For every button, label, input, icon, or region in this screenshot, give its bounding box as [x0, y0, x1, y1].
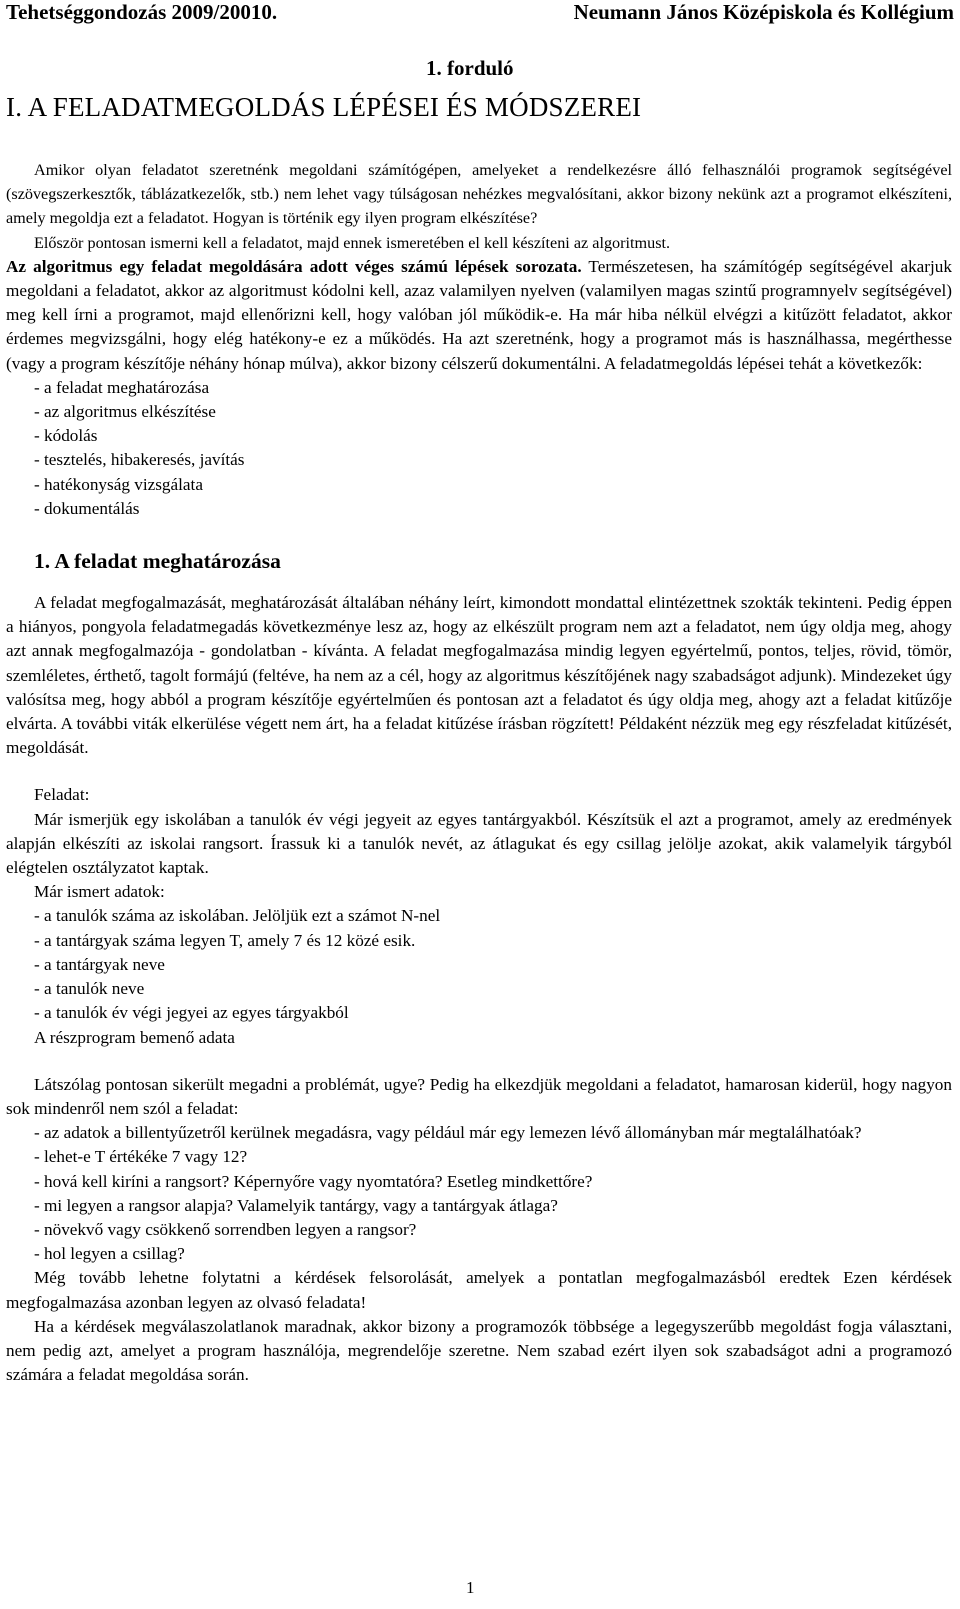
list-item: - a tanulók száma az iskolában. Jelöljük ezt a számot N-nel: [34, 906, 441, 926]
question-item: - az adatok a billentyűzetről kerülnek megadásra, vagy például már egy lemezen lévő állományban már megtalálhatóak?: [34, 1123, 862, 1143]
steps-list: [6, 376, 952, 521]
question-item: - hol legyen a csillag?: [34, 1244, 185, 1264]
document-body: [6, 158, 952, 1387]
spacer: [6, 1050, 952, 1073]
page-number: 1: [466, 1578, 475, 1597]
algorithm-paragraph: [6, 255, 952, 376]
question-item: - növekvő vagy csökkenő sorrendben legyen a rangsor?: [34, 1219, 417, 1239]
list-item: - a tanulók év végi jegyei az egyes tárgyakból: [34, 1003, 349, 1023]
algorithm-definition: Az algoritmus egy feladat megoldására adott véges számú lépések sorozata.: [6, 256, 582, 276]
question-item: - mi legyen a rangsor alapja? Valamelyik tantárgy, vagy a tantárgyak átlaga?: [34, 1195, 558, 1215]
intro-paragraph: Amikor olyan feladatot szeretnénk megoldani számítógépen, amelyeket a rendelkezésre álló felhasználói programok segítségével (szövegszerkesztők, táblázatkezelők, stb.) nem lehet vagy túlságosan nehézkes megvalósítani, akkor bizony nekünk azt a programot elkészíteni, amely megoldja ezt a feladatot. Hogyan is történik egy ilyen program elkészítése?: [6, 161, 952, 228]
list-item: - a tantárgyak száma legyen T, amely 7 és 12 közé esik.: [34, 930, 416, 950]
list-item: - a feladat meghatározása: [34, 377, 210, 397]
round-label: 1. forduló: [426, 56, 514, 80]
list-item: - az algoritmus elkészítése: [34, 402, 216, 422]
task-description: Már ismerjük egy iskolában a tanulók év végi jegyeit az egyes tantárgyakból. Készítsük el azt a programot, amely az eredmények alapján elkészíti az iskolai rangsort. Írassuk ki a tanulók nevét, az átlagukat és egy csillag jelölje azokat, akik valamelyik tárgyból elégtelen osztályzatot kaptak.: [6, 809, 952, 878]
list-item: - tesztelés, hibakeresés, javítás: [34, 450, 245, 470]
intro-paragraph-2: Először pontosan ismerni kell a feladatot, majd ennek ismeretében el kell készíteni az algoritmust.: [34, 233, 671, 252]
list-item: - kódolás: [34, 426, 98, 446]
known-data-label: Már ismert adatok:: [34, 882, 165, 902]
input-note: A részprogram bemenő adata: [34, 1027, 235, 1047]
discussion-paragraph-2: Még tovább lehetne folytatni a kérdések felsorolását, amelyek a pontatlan megfogalmazásból eredtek Ezen kérdések megfogalmazása azonban legyen az olvasó feladata!: [6, 1268, 952, 1312]
list-item: - dokumentálás: [34, 498, 140, 518]
algorithm-paragraph-rest: Természetesen, ha számítógép segítségével akarjuk megoldani a feladatot, akkor az algoritmust kódolni kell, azaz valamilyen nyelven (valamilyen magas szintű programnyelv segítségével) meg kell írni a programot, majd ellenőrizni kell, hogy valóban jól működik-e. Ha már hiba nélkül elvégzi a kitűzött feladatot, akkor érdemes megvizsgálni, hogy elég hatékony-e ez a működés. Ha azt szeretnénk, hogy a programot más is használhassa, megérthesse (vagy a program készítője néhány hónap múlva), akkor bizony célszerű dokumentálni. A feladatmegoldás lépései tehát a következők:: [6, 256, 952, 373]
spacer: [6, 575, 952, 591]
spacer: [6, 760, 952, 783]
spacer: [6, 521, 952, 547]
header-right: Neumann János Középiskola és Kollégium: [573, 0, 954, 24]
known-data-list: [6, 904, 952, 1025]
discussion-paragraph-3: Ha a kérdések megválaszolatlanok maradnak, akkor bizony a programozók többsége a legegyszerűbb megoldást fogja választani, nem pedig azt, amelyet a program használója, megrendelője szeretne. Nem szabad ezért ilyen sok szabadságot adni a programozó számára a feladat megoldása során.: [6, 1316, 952, 1385]
definition-paragraph: A feladat megfogalmazását, meghatározását általában néhány leírt, kimondott mondattal elintézettnek szokták tekinteni. Pedig éppen a hiányos, pongyola feladatmegadás következménye lesz az, hogy az elkészült program nem azt a feladatot, nem úgy oldja meg, ahogy azt annak megfogalmazója - gondolatban - kívánta. A feladat megfogalmazása mindig legyen egyértelmű, pontos, teljes, rövid, tömör, szemléletes, érthető, tagolt formájú (feltéve, ha nem az a cél, hogy az algoritmus készítőjének nagy szabadságot adjunk). Mindezeket úgy valósítsa meg, hogy abból a program készítője egyértelműen és pontosan azt a feladatot és úgy oldja meg, ahogy azt a feladat kitűzője elvárta. A további viták elkerülése végett nem árt, ha a feladat kitűzése írásban rögzített! Példaként nézzük meg egy részfeladat kitűzését, megoldását.: [6, 593, 952, 758]
page-title: I. A FELADATMEGOLDÁS LÉPÉSEI ÉS MÓDSZEREI: [6, 92, 642, 122]
discussion-paragraph: Látszólag pontosan sikerült megadni a problémát, ugye? Pedig ha elkezdjük megoldani a feladatot, hamarosan kiderül, hogy nagyon sok mindenről nem szól a feladat:: [6, 1074, 952, 1118]
list-item: - hatékonyság vizsgálata: [34, 474, 203, 494]
section-heading: 1. A feladat meghatározása: [34, 549, 281, 574]
list-item: - a tantárgyak neve: [34, 954, 165, 974]
question-item: - lehet-e T értékéke 7 vagy 12?: [34, 1147, 248, 1167]
task-label: Feladat:: [34, 785, 90, 805]
question-item: - hová kell kiríni a rangsort? Képernyőre vagy nyomtatóra? Esetleg mindkettőre?: [34, 1171, 593, 1191]
list-item: - a tanulók neve: [34, 979, 145, 999]
header-left: Tehetséggondozás 2009/20010.: [6, 0, 278, 24]
questions-list: [6, 1145, 952, 1266]
